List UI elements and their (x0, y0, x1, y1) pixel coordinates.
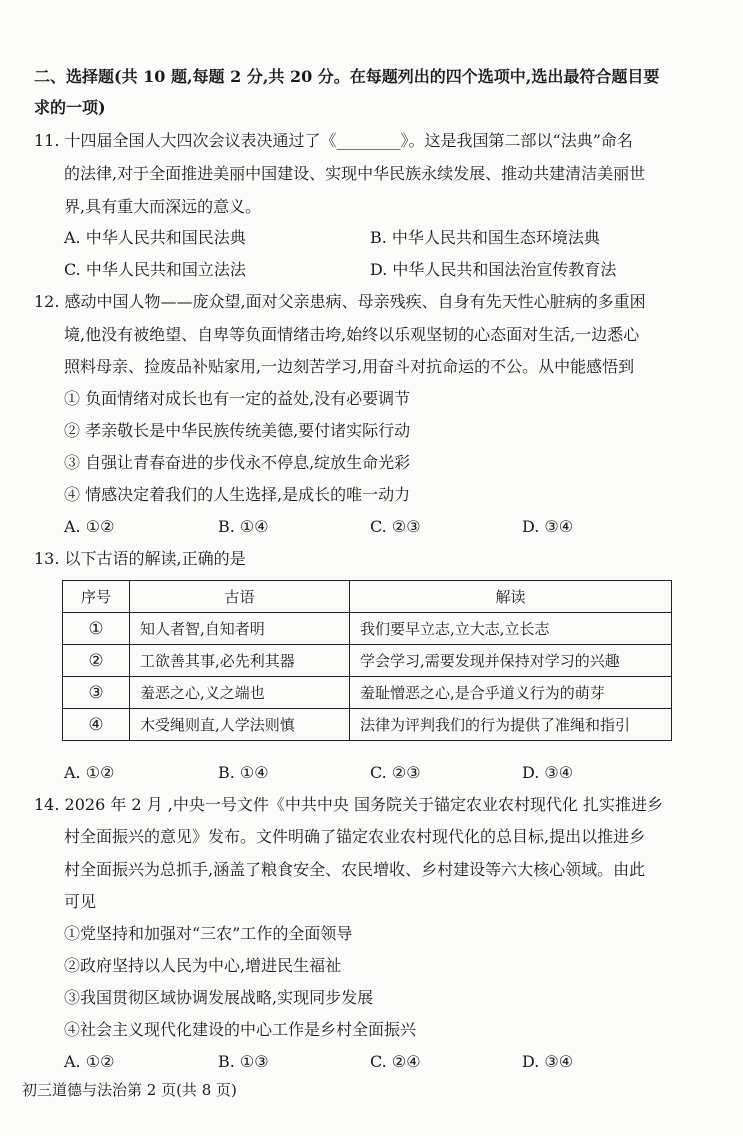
header-interpretation: 解读 (350, 581, 672, 613)
q11-option-a: A. 中华人民共和国民法典 (64, 228, 246, 247)
q11-option-d: D. 中华人民共和国法治宣传教育法 (370, 260, 617, 279)
table-header-row (63, 581, 672, 613)
q11-option-b: B. 中华人民共和国生态环境法典 (370, 228, 600, 247)
q14-option-b: B. ①③ (218, 1052, 269, 1071)
q12-option-d: D. ③④ (522, 517, 574, 536)
q12-option-c: C. ②③ (370, 517, 421, 536)
q14-stem-line-1: 14. 2026 年 2 月 ,中央一号文件《中共中央 国务院关于锚定农业农村现代化 扎实推进乡 (34, 795, 664, 814)
row-number: ② (63, 645, 130, 677)
q13-table (62, 580, 672, 741)
header-number: 序号 (63, 581, 130, 613)
q11-option-c: C. 中华人民共和国立法法 (64, 260, 246, 279)
header-saying: 古语 (130, 581, 350, 613)
row-saying: 知人者智,自知者明 (130, 613, 350, 645)
q12-option-b: B. ①④ (218, 517, 269, 536)
q14-stem-line-3: 村全面振兴为总抓手,涵盖了粮食安全、农民增收、乡村建设等六大核心领域。由此 (64, 860, 646, 879)
table-row (63, 613, 672, 645)
row-interpretation: 羞耻憎恶之心,是合乎道义行为的萌芽 (350, 677, 672, 709)
row-number: ① (63, 613, 130, 645)
table-row (63, 645, 672, 677)
row-number: ③ (63, 677, 130, 709)
q13-option-d: D. ③④ (522, 763, 574, 782)
q13-option-a: A. ①② (64, 763, 115, 782)
q14-stem-line-2: 村全面振兴的意见》发布。文件明确了锚定农业农村现代化的总目标,提出以推进乡 (64, 827, 646, 846)
q14-stem-line-4: 可见 (64, 892, 97, 911)
q14-statement-3: ③我国贯彻区域协调发展战略,实现同步发展 (64, 988, 374, 1007)
q12-statement-2: ② 孝亲敬长是中华民族传统美德,要付诸实际行动 (64, 421, 411, 440)
row-saying: 木受绳则直,人学法则慎 (130, 709, 350, 741)
q12-stem-line-2: 境,他没有被绝望、自卑等负面情绪击垮,始终以乐观坚韧的心态面对生活,一边悉心 (64, 325, 640, 344)
table-row (63, 677, 672, 709)
table-row (63, 709, 672, 741)
q13-option-b: B. ①④ (218, 763, 269, 782)
q11-stem-line-2: 的法律,对于全面推进美丽中国建设、实现中华民族永续发展、推动共建清洁美丽世 (64, 164, 646, 183)
q14-statement-1: ①党坚持和加强对“三农”工作的全面领导 (64, 924, 353, 943)
section-header-line-1: 二、选择题(共 10 题,每题 2 分,共 20 分。在每题列出的四个选项中,选出最符合题目要 (34, 67, 660, 86)
page-footer: 初三道德与法治第 2 页(共 8 页) (22, 1081, 237, 1099)
q12-statement-1: ① 负面情绪对成长也有一定的益处,没有必要调节 (64, 389, 411, 408)
row-saying: 工欲善其事,必先利其器 (130, 645, 350, 677)
q12-statement-4: ④ 情感决定着我们的人生选择,是成长的唯一动力 (64, 485, 411, 504)
q12-statement-3: ③ 自强让青春奋进的步伐永不停息,绽放生命光彩 (64, 453, 411, 472)
q11-stem-line-1: 11. 十四届全国人大四次会议表决通过了《________》。这是我国第二部以“法典”命名 (34, 131, 633, 150)
q14-statement-4: ④社会主义现代化建设的中心工作是乡村全面振兴 (64, 1020, 417, 1039)
q13-stem: 13. 以下古语的解读,正确的是 (34, 549, 246, 568)
q14-option-d: D. ③④ (522, 1052, 574, 1071)
q14-option-a: A. ①② (64, 1052, 115, 1071)
q11-stem-line-3: 界,具有重大而深远的意义。 (64, 197, 262, 216)
section-header-line-2: 求的一项) (34, 98, 106, 117)
q12-stem-line-3: 照料母亲、捡废品补贴家用,一边刻苦学习,用奋斗对抗命运的不公。从中能感悟到 (64, 357, 635, 376)
row-number: ④ (63, 709, 130, 741)
row-saying: 羞恶之心,义之端也 (130, 677, 350, 709)
row-interpretation: 我们要早立志,立大志,立长志 (350, 613, 672, 645)
row-interpretation: 学会学习,需要发现并保持对学习的兴趣 (350, 645, 672, 677)
q12-stem-line-1: 12. 感动中国人物——庞众望,面对父亲患病、母亲残疾、自身有先天性心脏病的多重困 (34, 292, 646, 311)
q13-option-c: C. ②③ (370, 763, 421, 782)
q14-statement-2: ②政府坚持以人民为中心,增进民生福祉 (64, 956, 342, 975)
q14-option-c: C. ②④ (370, 1052, 421, 1071)
row-interpretation: 法律为评判我们的行为提供了准绳和指引 (350, 709, 672, 741)
q12-option-a: A. ①② (64, 517, 115, 536)
